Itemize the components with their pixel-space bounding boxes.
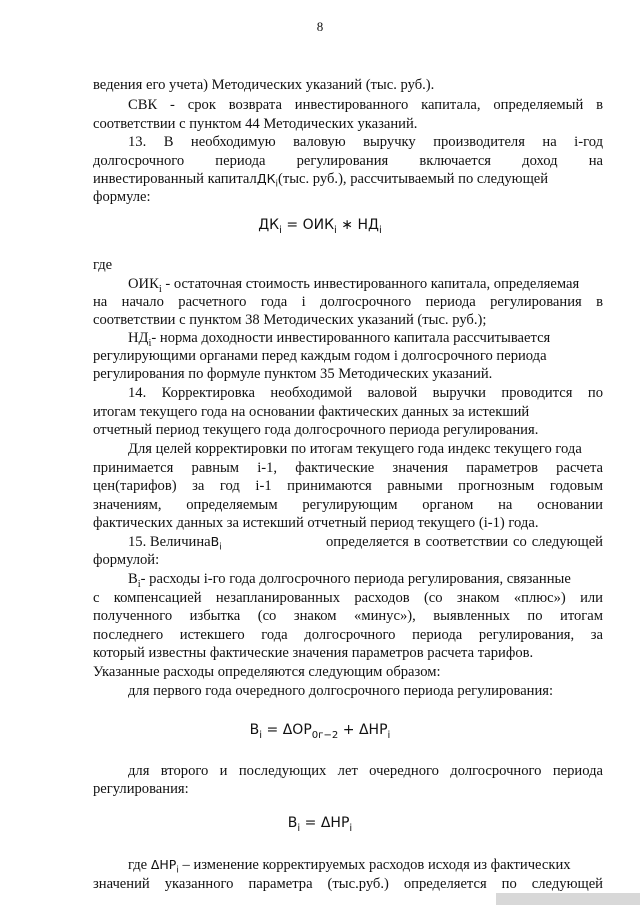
text-line: цен(тарифов) за год i-1 принимаются равными прогнозным годовым	[93, 478, 603, 494]
text-line: СВК - срок возврата инвестированного капитала, определяемый в	[128, 97, 603, 113]
page-number: 8	[316, 19, 324, 34]
text-line: $ОИК_i$ - остаточная стоимость инвестированного капитала, определяемая	[128, 276, 580, 295]
text-line: для первого года очередного долгосрочного периода регулирования:	[128, 683, 554, 699]
text-line: на начало расчетного года i долгосрочного периода регулирования в	[93, 294, 603, 310]
text-line: $НД_i-$ норма доходности инвестированного капитала рассчитывается	[128, 330, 551, 349]
text-line: долгосрочного периода регулирования включается доход на	[93, 153, 603, 169]
text-line: 14. Корректировка необходимой валовой выручки проводится по	[128, 385, 603, 401]
text-line: Указанные расходы определяются следующим образом:	[93, 664, 441, 680]
text-line: где	[93, 257, 113, 273]
text-line: для второго и последующих лет очередного долгосрочного периода	[128, 763, 603, 779]
text-line: принимается равным i-1, фактические значения параметров расчета	[93, 460, 603, 476]
text-line: Для целей корректировки по итогам текущего года индекс текущего года	[128, 441, 582, 457]
text-line: с компенсацией незапланированных расходов (со знаком «плюс») или	[93, 590, 603, 606]
scan-edge	[496, 893, 640, 905]
text-line: 15. ВеличинаВ$_i$	[128, 534, 222, 553]
text-line: итогам текущего года на основании фактических данных за истекший	[93, 404, 530, 420]
text-line: соответствии с пунктом 44 Методических указаний.	[93, 116, 418, 132]
text-line: соответствии с пунктом 38 Методических указаний (тыс. руб.);	[93, 312, 487, 328]
formula-b-first-year: $В_i = \Delta ОР_{0г-2} + \Delta НР_i$	[249, 722, 391, 741]
text-line: последнего истекшего года долгосрочного периода регулирования, за	[93, 627, 603, 643]
text-line: регулирующими органами перед каждым годом i долгосрочного периода	[93, 348, 547, 364]
text-line: где $\Delta НР_i$ – изменение корректируемых расходов исходя из фактических	[128, 857, 571, 876]
text-line: определяется в соответствии со следующей	[326, 534, 603, 550]
text-line: значений указанного параметра (тыс.руб.) определяется по следующей	[93, 876, 603, 892]
text-line: $В_i-$ расходы i-го года долгосрочного периода регулирования, связанные	[128, 571, 571, 590]
text-line: полученного избытка (со знаком «минус»), выявленных по итогам	[93, 608, 603, 624]
text-line: фактических данных за истекший отчетный период текущего (i-1) года.	[93, 515, 539, 531]
formula-dk: $ДК_i = ОИК_i$ ∗ $НД_i$	[258, 217, 382, 236]
text-line: инвестированный капиталДК$_i$(тыс. руб.), рассчитываемый по следующей	[93, 171, 549, 190]
text-line: 13. В необходимую валовую выручку производителя на i-год	[128, 134, 603, 150]
text-line: регулирования:	[93, 781, 189, 797]
formula-b-next-years: $В_i = \Delta НР_i$	[287, 815, 353, 834]
text-line: который известны фактические значения параметров расчета тарифов.	[93, 645, 534, 661]
text-line: значениям, определяемым регулирующим органом на основании	[93, 497, 603, 513]
text-line: ведения его учета) Методических указаний (тыс. руб.).	[93, 77, 435, 93]
text-line: формулой:	[93, 552, 160, 568]
text-line: регулирования по формуле пунктом 35 Методических указаний.	[93, 366, 493, 382]
text-line: отчетный период текущего года долгосрочного периода регулирования.	[93, 422, 539, 438]
text-line: формуле:	[93, 189, 151, 205]
